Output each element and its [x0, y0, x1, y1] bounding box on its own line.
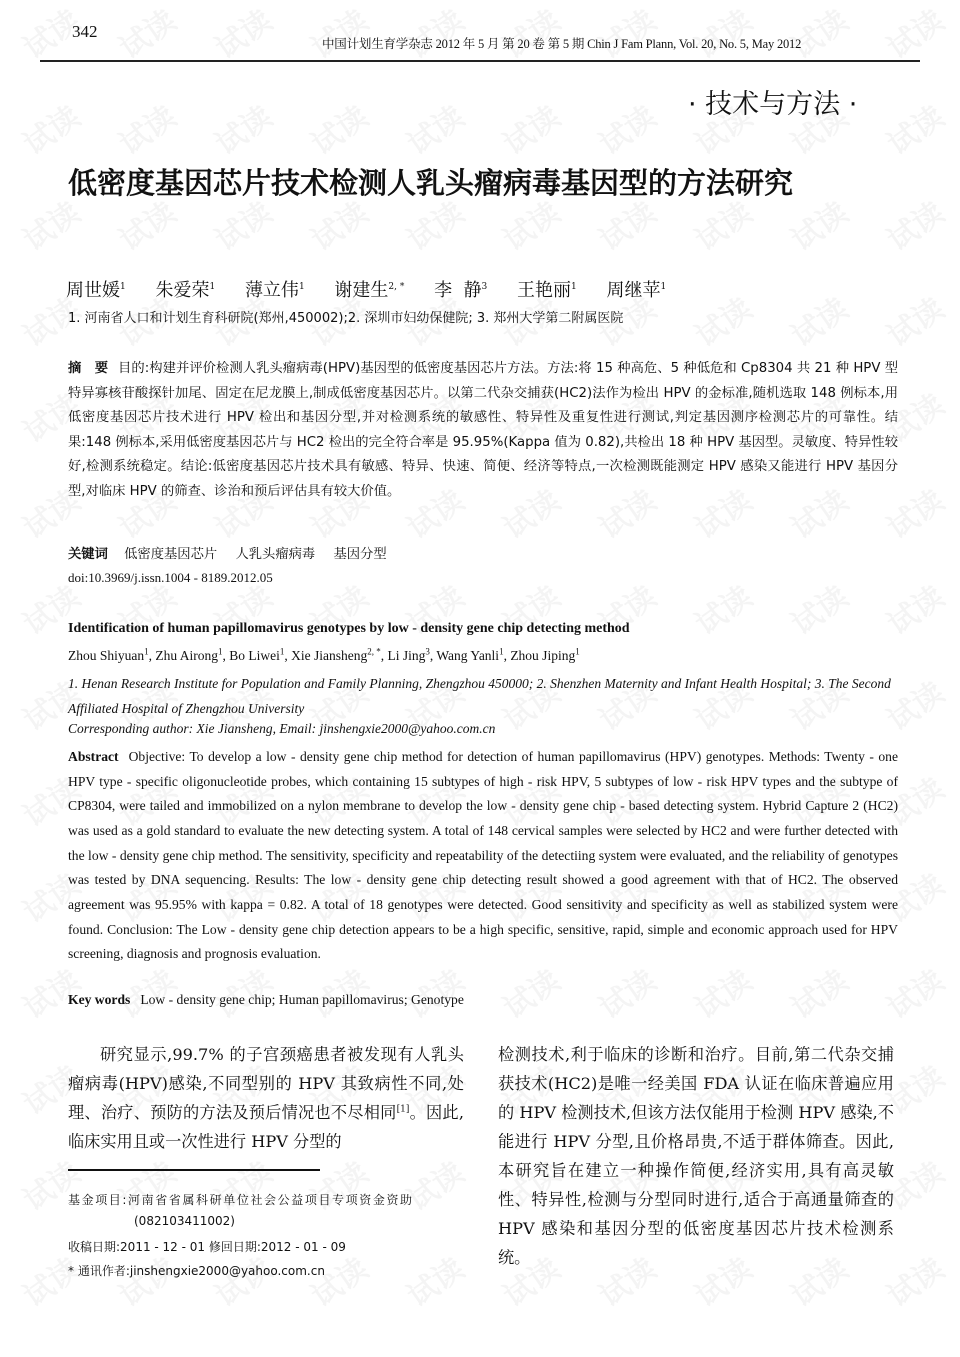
body-column-left — [68, 1040, 464, 1156]
citation-ref[interactable]: [1] — [396, 1104, 410, 1115]
watermark-text — [109, 1245, 183, 1315]
watermark-text — [685, 573, 759, 643]
watermark-text — [397, 93, 471, 163]
running-head: 中国计划生育学杂志 2012 年 5 月 第 20 卷 第 5 期 Chin J Fam Plann, Vol. 20, No. 5, May 2012 — [322, 37, 802, 51]
abstract-cn-text: 目的:构建并评价检测人乳头瘤病毒(HPV)基因型的低密度基因芯片方法。方法:将 15 种高危、5 种低危和 Cp8304 共 21 种 HPV 型特异寡核苷酸探针加尾、固定在尼龙膜上,制成低密度基因芯片。以第二代杂交捕获(HC2)法作为检出 HPV 的金标准,随机选取 148 例标本,用低密度基因芯片技术进行 HPV 检出和基因分型,并对检测系统的敏感性、特异性及重复性进行测试,判定基因测序检测芯片的可靠性。结果:148 例标本,采用低密度基因芯片与 HC2 检出的完全符合率是 95.95%(Kappa 值为 0.82),共检出 18 种 HPV 基因型。灵敏度、特异性较好,检测系统稳定。结论:低密度基因芯片技术具有敏感、特异、快速、简便、经济等特点,一次检测既能测定 HPV 感染又能进行 HPV 基因分型,对临床 HPV 的筛查、诊治和预后评估具有较大价值。 — [68, 361, 899, 499]
author-cn — [245, 280, 305, 301]
watermark-text — [781, 573, 855, 643]
watermark-text — [685, 957, 759, 1027]
watermark-text — [109, 0, 183, 67]
authors-cn — [66, 276, 690, 302]
author-sup: 1 — [575, 646, 580, 657]
watermark-text — [205, 1245, 279, 1315]
watermark-text — [397, 1149, 471, 1219]
keywords-en-label: Key words — [68, 992, 131, 1007]
author-en — [387, 648, 429, 663]
author-name: Xie Jiansheng — [291, 648, 368, 663]
footnote-corresponding: * 通讯作者:jinshengxie2000@yahoo.com.cn — [68, 1264, 325, 1278]
page-number: 342 — [72, 22, 98, 41]
watermark-text — [205, 93, 279, 163]
keyword-cn: 低密度基因芯片 — [124, 547, 218, 562]
author-name: 谢建生 — [334, 280, 389, 301]
footnote-dates: 收稿日期:2011 - 12 - 01 修回日期:2012 - 01 - 09 — [68, 1240, 346, 1254]
affiliations-en: 1. Henan Research Institute for Population and Family Planning, Zhengzhou 450000; 2. Shenzhen Maternity and Infant Health Hospital; 3. The Second Affiliated Hospital of Zhengzhou University — [68, 676, 891, 716]
watermark-text — [13, 93, 87, 163]
author-name: Zhu Airong — [155, 648, 218, 663]
watermark-text — [109, 93, 183, 163]
watermark-text — [781, 957, 855, 1027]
author-name: Zhou Shiyuan — [68, 648, 145, 663]
author-sup: 3 — [425, 646, 430, 657]
body-text: 研究显示,99.7% 的子宫颈癌患者被发现有人乳头瘤病毒(HPV)感染,不同型别的 HPV 其致病性不同,处理、治疗、预防的方法及预后情况也不尽相同 — [68, 1045, 464, 1122]
keyword-cn: 基因分型 — [333, 547, 387, 562]
body-column-right: 检测技术,利于临床的诊断和治疗。目前,第二代杂交捕获技术(HC2)是唯一经美国 FDA 认证在临床普遍应用的 HPV 检测技术,但该方法仅能用于检测 HPV 感染,不能进行 HPV 分型,且价格昂贵,不适于群体筛查。因此,本研究旨在建立一种操作简便,经济实用,具有高灵敏性、特异性,检测与分型同时进行,适合于高通量筛查的 HPV 感染和基因分型的低密度基因芯片技术检测系统。 — [498, 1045, 894, 1267]
author-name: 李 静 — [434, 280, 482, 301]
watermark-text — [301, 1149, 375, 1219]
watermark-text — [397, 1245, 471, 1315]
author-cn — [334, 280, 404, 301]
author-sup: 1 — [209, 282, 216, 292]
watermark-text — [589, 957, 663, 1027]
abstract-en-label: Abstract — [68, 749, 119, 764]
keywords-en-text: Low - density gene chip; Human papillomavirus; Genotype — [140, 992, 464, 1007]
watermark-text — [205, 1149, 279, 1219]
author-en — [510, 648, 579, 663]
author-name: 薄立伟 — [244, 280, 299, 301]
watermark-text — [13, 1245, 87, 1315]
watermark-text — [877, 0, 951, 67]
watermark-text — [13, 1149, 87, 1219]
author-sup: 3 — [481, 282, 488, 292]
watermark-text — [109, 1149, 183, 1219]
watermark-text — [877, 573, 951, 643]
author-en — [229, 648, 284, 663]
watermark-text — [493, 957, 567, 1027]
author-en — [155, 648, 222, 663]
author-cn — [517, 280, 577, 301]
english-title: Identification of human papillomavirus genotypes by low - density gene chip detecting method — [68, 621, 630, 636]
header-rule — [40, 60, 920, 62]
watermark-text — [301, 1245, 375, 1315]
author-name: 周世媛 — [66, 280, 120, 301]
section-label: · 技术与方法 · — [688, 89, 858, 120]
author-en — [291, 648, 381, 663]
author-sup: 2, * — [388, 282, 405, 292]
keywords-en — [68, 992, 464, 1008]
author-en — [68, 648, 149, 663]
abstract-cn-label: 摘 要 — [68, 361, 109, 376]
author-name: Zhou Jiping — [510, 648, 576, 663]
body-text: 。因此,临床实用且或一次性进行 HPV 分型的 — [68, 1103, 464, 1151]
watermark-text — [589, 93, 663, 163]
watermark-text — [205, 0, 279, 67]
author-cn — [606, 280, 666, 301]
author-cn — [434, 280, 487, 301]
watermark-text — [877, 285, 951, 355]
footnote-fund-code: (082103411002) — [134, 1214, 235, 1228]
watermark-text — [877, 189, 951, 259]
footnote-fund: 基金项目:河南省省属科研单位社会公益项目专项资金资助 — [68, 1193, 414, 1207]
author-sup: 1 — [660, 282, 667, 292]
abstract-en — [68, 745, 898, 967]
footnote-rule — [68, 1169, 320, 1171]
author-sup: 1 — [144, 646, 149, 657]
author-name: 周继苹 — [606, 280, 661, 301]
watermark-text — [877, 957, 951, 1027]
author-sup: 1 — [298, 282, 305, 292]
watermark-text — [685, 285, 759, 355]
abstract-cn — [68, 357, 898, 505]
doi[interactable]: doi:10.3969/j.issn.1004 - 8189.2012.05 — [68, 570, 273, 585]
keywords-cn — [68, 543, 401, 562]
watermark-text — [301, 93, 375, 163]
author-sup: 1 — [499, 646, 504, 657]
author-name: 朱爱荣 — [155, 280, 210, 301]
author-sup: 1 — [218, 646, 223, 657]
author-name: Li Jing — [387, 648, 426, 663]
author-sup: 1 — [571, 282, 577, 292]
paper-title: 低密度基因芯片技术检测人乳头瘤病毒基因型的方法研究 — [68, 166, 794, 200]
author-cn — [155, 280, 215, 301]
authors-en: Zhou Shiyuan$^1$, Zhu Airong$^1$, Bo Liwei$^1$, Xie Jiansheng$^{2, *}$, Li Jing$^3$, Wang Yanli$^1$, Zhou Jiping$^1$ — [68, 646, 580, 663]
author-name: Bo Liwei — [229, 648, 280, 663]
author-cn — [66, 280, 126, 301]
keyword-cn: 人乳头瘤病毒 — [235, 547, 316, 562]
author-name: 王艳丽 — [517, 280, 572, 301]
watermark-text — [877, 93, 951, 163]
author-sup: 2, * — [367, 646, 381, 657]
abstract-en-text: Objective: To develop a low - density gene chip method for detection of human papillomavirus (HPV) genotypes. Methods: Twenty - one HPV type - specific oligonucleotide probes, which containing 15 subtypes of high - risk HPV, 5 subtypes of low - risk HPV types and the subtype of CP8304, were tailed and immobilized on a nylon membrane to develop the low - density gene chip - based detecting system. Hybrid Capture 2 (HC2) was used as a gold standard to evaluate the new detecting system. A total of 148 cervical samples were selected by HC2 and were further detected with the low - density gene chip method. The sensitivity, specificity and repeatability of the detectiing system were evaluated, and the reliability of genotypes was tested by DNA sequencing. Results: The low - density gene chip detecting result showed a good agreement with that of HC2. The observed agreement was 95.95% with kappa = 0.82. A total of 18 genotypes were detected. Good sensitivity and specificity as well as stabilized system were found. Conclusion: The Low - density gene chip detection appears to be a high specific, sensitive, rapid, simple and economic approach used for HPV screening, diagnosis and prognosis evaluation. — [68, 749, 898, 962]
author-sup: 1 — [120, 282, 126, 292]
author-en — [436, 648, 503, 663]
corresponding-author-en: Corresponding author: Xie Jiansheng, Email: jinshengxie2000@yahoo.com.cn — [68, 721, 496, 736]
affiliations-cn: 1. 河南省人口和计划生育科研院(郑州,450002);2. 深圳市妇幼保健院; 3. 郑州大学第二附属医院 — [68, 311, 624, 326]
author-sup: 1 — [279, 646, 285, 657]
watermark-text — [781, 285, 855, 355]
author-name: Wang Yanli — [436, 648, 500, 663]
watermark-text — [493, 93, 567, 163]
keywords-cn-label: 关键词 — [68, 547, 108, 562]
